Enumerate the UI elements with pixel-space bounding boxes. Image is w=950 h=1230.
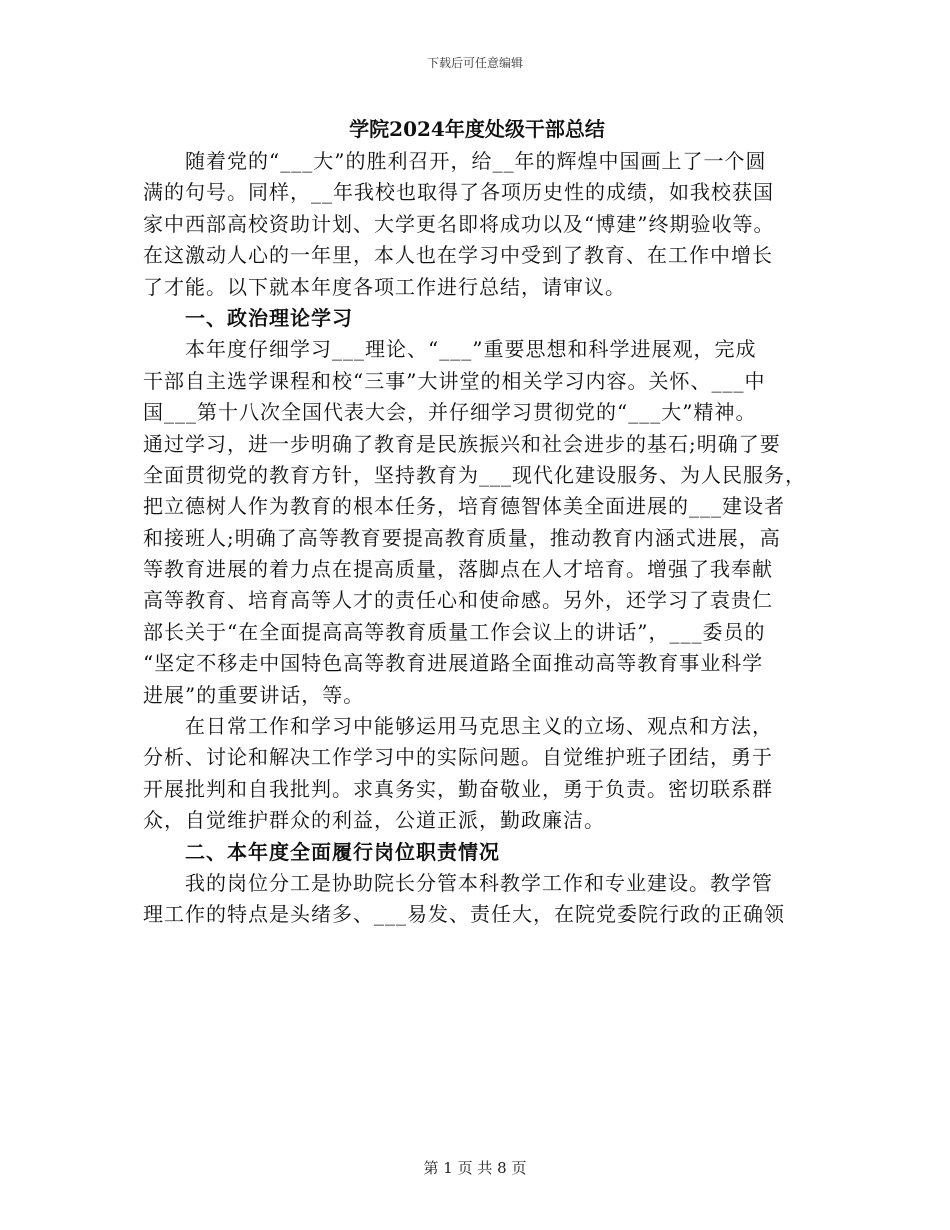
- section-heading-duties: 二、本年度全面履行岗位职责情况: [185, 839, 500, 864]
- text-line: 众，自觉维护群众的利益，公道正派，勤政廉洁。: [143, 808, 605, 833]
- text-line: 通过学习，进一步明确了教育是民族振兴和社会进步的基石;明确了要: [143, 431, 781, 456]
- text-line: 理工作的特点是头绪多、___易发、责任大，在院党委院行政的正确领: [143, 902, 785, 927]
- text-line: 部长关于“在全面提高高等教育质量工作会议上的讲话”，___委员的: [143, 619, 766, 644]
- text-line: 国___第十八次全国代表大会，并仔细学习贯彻党的“___大”精神。: [143, 400, 757, 425]
- paragraph-daily-work: [143, 711, 811, 837]
- page-number: 第 1 页 共 8 页: [423, 1159, 527, 1177]
- text-line: 家中西部高校资助计划、大学更名即将成功以及“博建”终期验收等。: [143, 211, 775, 236]
- text-line: 和接班人;明确了高等教育要提高教育质量，推动教育内涵式进展，高: [143, 525, 781, 550]
- text-line: “坚定不移走中国特色高等教育进展道路全面推动高等教育事业科学: [143, 651, 764, 676]
- section-heading-political-study: 一、政治理论学习: [185, 305, 353, 330]
- paragraph-political-study: [143, 334, 811, 711]
- text-line: 我的岗位分工是协助院长分管本科教学工作和专业建设。教学管: [185, 870, 773, 895]
- page-header-note: 下载后可任意编辑: [426, 56, 523, 70]
- text-line: 满的句号。同样，__年我校也取得了各项历史性的成绩，如我校获国: [143, 180, 774, 205]
- paragraph-intro: [143, 146, 811, 303]
- text-line: 把立德树人作为教育的根本任务，培育德智体美全面进展的___建设者: [143, 494, 785, 519]
- document-body: [143, 112, 811, 931]
- text-line: 随着党的“___大”的胜利召开，给__年的辉煌中国画上了一个圆: [185, 149, 767, 173]
- text-line: 在这激动人心的一年里，本人也在学习中受到了教育、在工作中增长: [143, 243, 773, 268]
- text-line: 了才能。以下就本年度各项工作进行总结，请审议。: [143, 274, 626, 299]
- text-line: 进展”的重要讲话，等。: [143, 682, 365, 707]
- text-line: 等教育进展的着力点在提高质量，落脚点在人才培育。增强了我奉献: [143, 557, 773, 582]
- text-line: 本年度仔细学习___理论、“___”重要思想和科学进展观，完成: [185, 337, 757, 362]
- text-line: 开展批判和自我批判。求真务实，勤奋敬业，勇于负责。密切联系群: [143, 776, 773, 801]
- text-line: 全面贯彻党的教育方针，坚持教育为___现代化建设服务、为人民服务，: [143, 462, 806, 487]
- text-line: 在日常工作和学习中能够运用马克思主义的立场、观点和方法，: [185, 714, 773, 739]
- text-line: 干部自主选学课程和校“三事”大讲堂的相关学习内容。关怀、___中: [143, 368, 766, 393]
- paragraph-duties: [143, 868, 811, 931]
- document-title: 学院2024年度处级干部总结: [349, 117, 605, 141]
- text-line: 高等教育、培育高等人才的责任心和使命感。另外，还学习了袁贵仁: [143, 588, 773, 613]
- text-line: 分析、讨论和解决工作学习中的实际问题。自觉维护班子团结，勇于: [143, 745, 773, 770]
